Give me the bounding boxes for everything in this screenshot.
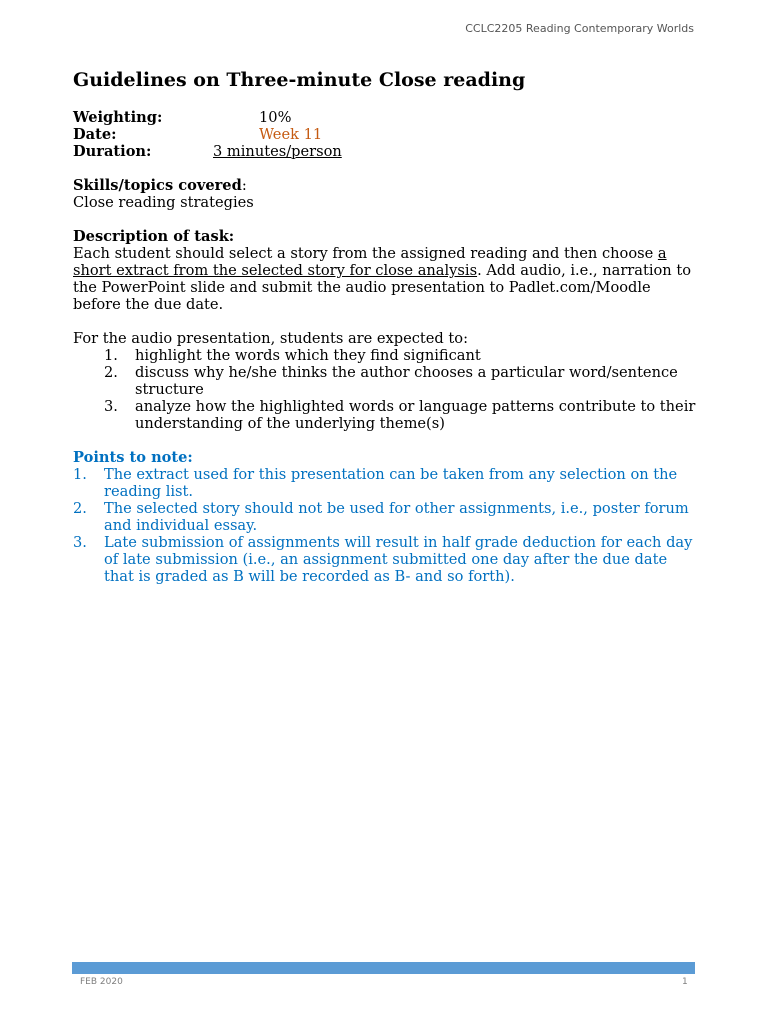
duration-row xyxy=(73,143,698,160)
note-item-number: 3. xyxy=(73,534,87,551)
description-text-1: Each student should select a story from the assigned reading and then choose xyxy=(73,245,658,262)
weighting-label: Weighting: xyxy=(73,109,163,126)
assessment-details xyxy=(73,109,698,160)
footer-date: FEB 2020 xyxy=(80,977,123,987)
date-label: Date: xyxy=(73,126,117,143)
note-item-number: 1. xyxy=(73,466,87,483)
list-item xyxy=(73,364,698,398)
skills-label: Skills/topics covered xyxy=(73,177,242,194)
duration-label: Duration: xyxy=(73,143,152,160)
list-item-text: analyze how the highlighted words or language patterns contribute to their understanding of the underlying theme(s) xyxy=(135,398,696,432)
skills-section xyxy=(73,177,698,211)
note-item-number: 2. xyxy=(73,500,87,517)
description-text-2: . Add audio, i.e., narration to the PowerPoint slide and submit the audio presentation to Padlet.com/Moodle before the due date. xyxy=(73,262,691,313)
date-row xyxy=(73,126,698,143)
note-item-text: The selected story should not be used for other assignments, i.e., poster forum and individual essay. xyxy=(104,500,689,534)
weighting-value: 10% xyxy=(259,109,292,126)
footer-bar xyxy=(72,962,695,974)
page-header: CCLC2205 Reading Contemporary Worlds xyxy=(465,22,694,35)
expectations-intro: For the audio presentation, students are expected to: xyxy=(73,330,468,347)
page-title: Guidelines on Three-minute Close reading xyxy=(73,69,526,91)
note-item xyxy=(73,500,698,534)
expectations-section xyxy=(73,330,698,432)
note-item xyxy=(73,534,698,585)
date-value: Week 11 xyxy=(259,126,323,143)
notes-list xyxy=(73,466,698,585)
skills-colon: : xyxy=(241,177,247,194)
list-item xyxy=(73,347,698,364)
description-underlined: a short extract from the selected story for close analysis xyxy=(73,245,667,279)
list-item-number: 3. xyxy=(104,398,118,415)
page-number: 1 xyxy=(682,977,688,987)
notes-heading: Points to note: xyxy=(73,449,193,466)
list-item-number: 1. xyxy=(104,347,118,364)
skills-heading xyxy=(73,177,698,194)
weighting-row xyxy=(73,109,698,126)
note-item-text: Late submission of assignments will result in half grade deduction for each day of late submission (i.e., an assignment submitted one day after the due date that is graded as B will be recorded as B- and so forth). xyxy=(104,534,693,585)
expectations-list xyxy=(73,347,698,432)
list-item-text: highlight the words which they find significant xyxy=(135,347,481,364)
description-section xyxy=(73,228,698,313)
document-body xyxy=(73,66,698,585)
description-heading: Description of task: xyxy=(73,228,235,245)
notes-section xyxy=(73,449,698,585)
description-paragraph xyxy=(73,245,698,313)
list-item-number: 2. xyxy=(104,364,118,381)
skills-text: Close reading strategies xyxy=(73,194,254,211)
duration-value: 3 minutes/person xyxy=(213,143,342,160)
note-item-text: The extract used for this presentation can be taken from any selection on the reading list. xyxy=(104,466,678,500)
list-item xyxy=(73,398,698,432)
list-item-text: discuss why he/she thinks the author chooses a particular word/sentence structure xyxy=(135,364,678,398)
note-item xyxy=(73,466,698,500)
